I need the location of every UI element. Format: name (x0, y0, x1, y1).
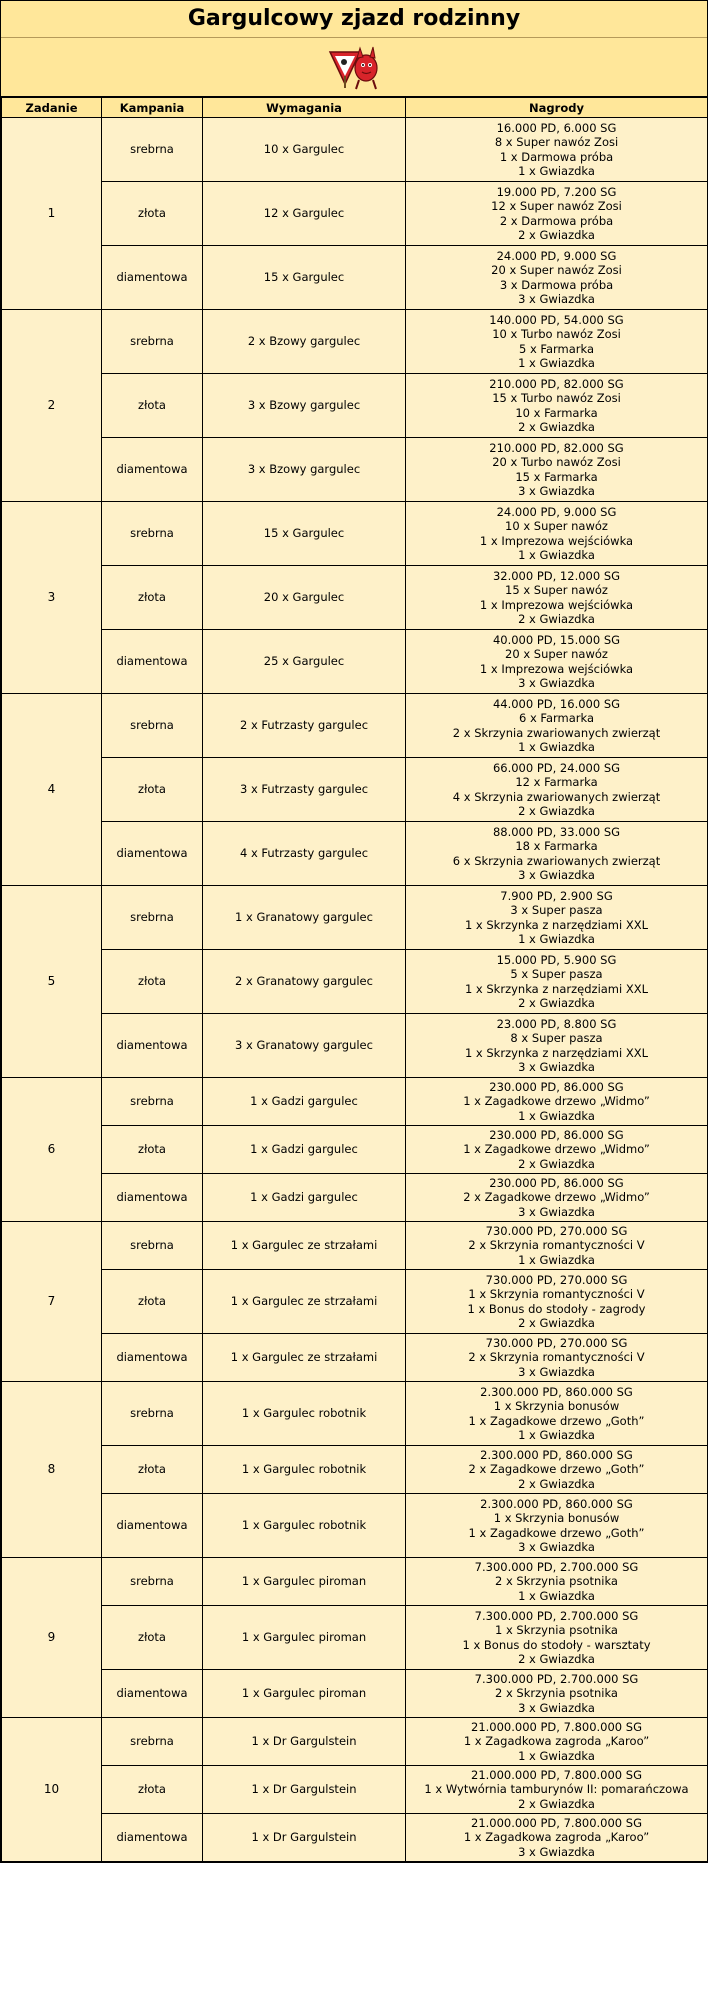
reward-line: 20 x Turbo nawóz Zosi (492, 455, 621, 470)
reward-line: 2 x Gwiazdka (518, 1315, 595, 1330)
rewards-cell (406, 246, 708, 310)
reward-line: 88.000 PD, 33.000 SG (492, 824, 621, 839)
header-kampania: Kampania (102, 98, 203, 118)
reward-line: 2 x Gwiazdka (518, 995, 595, 1010)
table-row (2, 310, 708, 374)
reward-line: 3 x Gwiazdka (518, 1059, 595, 1074)
campaign-cell: srebrna (102, 1078, 203, 1126)
rewards-cell (406, 1222, 708, 1270)
table-row (2, 1174, 708, 1222)
campaign-cell: złota (102, 566, 203, 630)
campaign-cell: złota (102, 1766, 203, 1814)
table-row (2, 630, 708, 694)
requirement-cell: 1 x Gadzi gargulec (203, 1078, 406, 1126)
table-row (2, 1670, 708, 1718)
requirement-cell: 2 x Bzowy gargulec (203, 310, 406, 374)
rewards-cell (406, 758, 708, 822)
rewards-cell (406, 694, 708, 758)
reward-line: 1 x Zagadkowe drzewo „Goth” (468, 1413, 645, 1428)
table-row (2, 1814, 708, 1862)
task-number: 3 (2, 502, 102, 694)
requirement-cell: 15 x Gargulec (203, 502, 406, 566)
rewards-cell (406, 886, 708, 950)
reward-line: 18 x Farmarka (515, 839, 598, 854)
reward-line: 2 x Gwiazdka (518, 419, 595, 434)
reward-line: 1 x Skrzynka z narzędziami XXL (464, 981, 649, 996)
reward-line: 6 x Farmarka (518, 711, 595, 726)
requirement-cell: 12 x Gargulec (203, 182, 406, 246)
rewards-cell (406, 118, 708, 182)
requirement-cell: 3 x Bzowy gargulec (203, 374, 406, 438)
rewards-cell (406, 1174, 708, 1222)
reward-line: 7.300.000 PD, 2.700.000 SG (474, 1560, 639, 1575)
requirement-cell: 1 x Gargulec robotnik (203, 1494, 406, 1558)
reward-line: 8 x Super pasza (510, 1031, 603, 1046)
requirement-cell: 2 x Futrzasty gargulec (203, 694, 406, 758)
reward-line: 23.000 PD, 8.800 SG (496, 1016, 617, 1031)
reward-line: 1 x Zagadkowe drzewo „Widmo” (463, 1142, 650, 1157)
reward-line: 7.300.000 PD, 2.700.000 SG (474, 1608, 639, 1623)
reward-line: 1 x Gwiazdka (518, 355, 595, 370)
reward-line: 1 x Wytwórnia tamburynów II: pomarańczowa (424, 1782, 689, 1797)
reward-line: 1 x Zagadkowe drzewo „Goth” (468, 1525, 645, 1540)
reward-line: 730.000 PD, 270.000 SG (485, 1272, 628, 1287)
rewards-cell (406, 630, 708, 694)
reward-line: 21.000.000 PD, 7.800.000 SG (471, 1768, 642, 1783)
reward-line: 21.000.000 PD, 7.800.000 SG (471, 1816, 642, 1831)
reward-line: 1 x Skrzynia bonusów (493, 1399, 620, 1414)
campaign-cell: diamentowa (102, 1670, 203, 1718)
campaign-cell: diamentowa (102, 246, 203, 310)
reward-line: 1 x Gwiazdka (518, 1108, 595, 1123)
task-number: 8 (2, 1382, 102, 1558)
rewards-cell (406, 1014, 708, 1078)
reward-line: 1 x Gwiazdka (518, 739, 595, 754)
campaign-cell: srebrna (102, 502, 203, 566)
header-nagrody: Nagrody (406, 98, 708, 118)
reward-line: 12 x Super nawóz Zosi (491, 199, 622, 214)
rewards-cell (406, 1334, 708, 1382)
rewards-cell (406, 566, 708, 630)
reward-line: 1 x Imprezowa wejściówka (479, 661, 634, 676)
campaign-cell: srebrna (102, 694, 203, 758)
reward-line: 15 x Super nawóz (505, 583, 608, 598)
table-row (2, 1718, 708, 1766)
header-zadanie: Zadanie (2, 98, 102, 118)
table-row (2, 1222, 708, 1270)
rewards-cell (406, 1558, 708, 1606)
table-row (2, 1446, 708, 1494)
reward-line: 7.900 PD, 2.900 SG (500, 888, 613, 903)
reward-line: 3 x Gwiazdka (518, 291, 595, 306)
requirement-cell: 3 x Bzowy gargulec (203, 438, 406, 502)
reward-line: 15 x Farmarka (515, 469, 598, 484)
task-number: 9 (2, 1558, 102, 1718)
reward-line: 230.000 PD, 86.000 SG (489, 1080, 624, 1095)
table-row (2, 886, 708, 950)
reward-line: 2 x Gwiazdka (518, 1796, 595, 1811)
events-table (1, 97, 708, 1862)
reward-line: 6 x Skrzynia zwariowanych zwierząt (452, 853, 661, 868)
campaign-cell: złota (102, 1270, 203, 1334)
requirement-cell: 25 x Gargulec (203, 630, 406, 694)
reward-line: 2 x Skrzynia romantyczności V (468, 1238, 645, 1253)
reward-line: 3 x Gwiazdka (518, 1539, 595, 1554)
task-number: 6 (2, 1078, 102, 1222)
campaign-cell: diamentowa (102, 1174, 203, 1222)
table-row (2, 1078, 708, 1126)
rewards-cell (406, 1766, 708, 1814)
requirement-cell: 10 x Gargulec (203, 118, 406, 182)
rewards-cell (406, 1078, 708, 1126)
reward-line: 1 x Zagadkowa zagroda „Karoo” (463, 1734, 650, 1749)
reward-line: 2.300.000 PD, 860.000 SG (480, 1384, 633, 1399)
task-number: 7 (2, 1222, 102, 1382)
task-number: 1 (2, 118, 102, 310)
rewards-cell (406, 502, 708, 566)
requirement-cell: 1 x Dr Gargulstein (203, 1766, 406, 1814)
rewards-cell (406, 1814, 708, 1862)
table-row (2, 1606, 708, 1670)
reward-line: 2 x Skrzynia romantyczności V (468, 1350, 645, 1365)
reward-line: 20 x Super nawóz Zosi (491, 263, 622, 278)
rewards-cell (406, 374, 708, 438)
reward-line: 2 x Zagadkowe drzewo „Widmo” (463, 1190, 650, 1205)
reward-line: 4 x Skrzynia zwariowanych zwierząt (452, 789, 661, 804)
requirement-cell: 15 x Gargulec (203, 246, 406, 310)
table-row (2, 502, 708, 566)
rewards-cell (406, 1718, 708, 1766)
table-row (2, 1334, 708, 1382)
reward-line: 8 x Super nawóz Zosi (494, 135, 619, 150)
reward-line: 3 x Gwiazdka (518, 483, 595, 498)
requirement-cell: 1 x Gadzi gargulec (203, 1126, 406, 1174)
campaign-cell: srebrna (102, 1558, 203, 1606)
requirement-cell: 1 x Gargulec robotnik (203, 1446, 406, 1494)
rewards-cell (406, 1494, 708, 1558)
rewards-cell (406, 1270, 708, 1334)
reward-line: 2 x Skrzynia zwariowanych zwierząt (452, 725, 661, 740)
campaign-cell: srebrna (102, 886, 203, 950)
table-row (2, 182, 708, 246)
rewards-cell (406, 822, 708, 886)
reward-line: 2 x Gwiazdka (518, 803, 595, 818)
table-row (2, 438, 708, 502)
table-row (2, 1766, 708, 1814)
table-row (2, 822, 708, 886)
reward-line: 1 x Imprezowa wejściówka (479, 597, 634, 612)
requirement-cell: 1 x Gadzi gargulec (203, 1174, 406, 1222)
campaign-cell: złota (102, 1126, 203, 1174)
reward-line: 1 x Gwiazdka (518, 547, 595, 562)
table-row (2, 246, 708, 310)
reward-line: 24.000 PD, 9.000 SG (496, 248, 617, 263)
campaign-cell: diamentowa (102, 822, 203, 886)
reward-line: 10 x Turbo nawóz Zosi (492, 327, 621, 342)
table-row (2, 1558, 708, 1606)
table-row (2, 758, 708, 822)
campaign-cell: srebrna (102, 1718, 203, 1766)
reward-line: 1 x Skrzynia bonusów (493, 1511, 620, 1526)
reward-line: 3 x Gwiazdka (518, 1844, 595, 1859)
reward-line: 24.000 PD, 9.000 SG (496, 504, 617, 519)
table-row (2, 1126, 708, 1174)
campaign-cell: diamentowa (102, 630, 203, 694)
campaign-cell: diamentowa (102, 1494, 203, 1558)
campaign-cell: diamentowa (102, 1814, 203, 1862)
reward-line: 1 x Gwiazdka (518, 931, 595, 946)
campaign-cell: złota (102, 182, 203, 246)
rewards-cell (406, 1382, 708, 1446)
reward-line: 210.000 PD, 82.000 SG (489, 440, 624, 455)
rewards-cell (406, 1126, 708, 1174)
task-number: 4 (2, 694, 102, 886)
reward-line: 5 x Super pasza (510, 967, 603, 982)
reward-line: 1 x Gwiazdka (518, 1748, 595, 1763)
reward-line: 1 x Bonus do stodoły - warsztaty (462, 1637, 651, 1652)
task-number: 2 (2, 310, 102, 502)
requirement-cell: 4 x Futrzasty gargulec (203, 822, 406, 886)
campaign-cell: diamentowa (102, 438, 203, 502)
reward-line: 3 x Gwiazdka (518, 867, 595, 882)
reward-line: 230.000 PD, 86.000 SG (489, 1128, 624, 1143)
reward-line: 2 x Gwiazdka (518, 611, 595, 626)
table-row (2, 1494, 708, 1558)
reward-line: 3 x Gwiazdka (518, 1204, 595, 1219)
requirement-cell: 1 x Dr Gargulstein (203, 1718, 406, 1766)
reward-line: 230.000 PD, 86.000 SG (489, 1176, 624, 1191)
reward-line: 2.300.000 PD, 860.000 SG (480, 1448, 633, 1463)
reward-line: 1 x Skrzynia romantyczności V (468, 1287, 645, 1302)
reward-line: 16.000 PD, 6.000 SG (496, 120, 617, 135)
requirement-cell: 1 x Gargulec ze strzałami (203, 1222, 406, 1270)
reward-line: 19.000 PD, 7.200 SG (496, 184, 617, 199)
reward-line: 2 x Skrzynia psotnika (495, 1686, 618, 1701)
campaign-cell: złota (102, 758, 203, 822)
reward-line: 2 x Darmowa próba (499, 213, 614, 228)
reward-line: 5 x Farmarka (518, 341, 595, 356)
table-row (2, 1014, 708, 1078)
reward-line: 1 x Imprezowa wejściówka (479, 533, 634, 548)
campaign-cell: diamentowa (102, 1014, 203, 1078)
logo-row (1, 38, 707, 97)
gargoyle-sign-icon (326, 42, 382, 92)
reward-line: 2 x Zagadkowe drzewo „Goth” (468, 1462, 645, 1477)
table-row (2, 1270, 708, 1334)
reward-line: 7.300.000 PD, 2.700.000 SG (474, 1672, 639, 1687)
campaign-cell: srebrna (102, 310, 203, 374)
reward-line: 1 x Darmowa próba (499, 149, 614, 164)
rewards-cell (406, 438, 708, 502)
requirement-cell: 1 x Dr Gargulstein (203, 1814, 406, 1862)
reward-line: 40.000 PD, 15.000 SG (492, 632, 621, 647)
table-row (2, 950, 708, 1014)
reward-line: 1 x Gwiazdka (518, 1588, 595, 1603)
campaign-cell: złota (102, 374, 203, 438)
rewards-cell (406, 1606, 708, 1670)
requirement-cell: 1 x Granatowy gargulec (203, 886, 406, 950)
requirement-cell: 2 x Granatowy gargulec (203, 950, 406, 1014)
reward-line: 140.000 PD, 54.000 SG (489, 312, 624, 327)
reward-line: 210.000 PD, 82.000 SG (489, 376, 624, 391)
reward-line: 15 x Turbo nawóz Zosi (492, 391, 621, 406)
campaign-cell: złota (102, 950, 203, 1014)
table-row (2, 374, 708, 438)
header-wymagania: Wymagania (203, 98, 406, 118)
reward-line: 730.000 PD, 270.000 SG (485, 1336, 628, 1351)
requirement-cell: 3 x Futrzasty gargulec (203, 758, 406, 822)
reward-line: 730.000 PD, 270.000 SG (485, 1224, 628, 1239)
reward-line: 10 x Farmarka (515, 405, 598, 420)
requirement-cell: 1 x Gargulec piroman (203, 1558, 406, 1606)
requirement-cell: 1 x Gargulec piroman (203, 1670, 406, 1718)
requirement-cell: 3 x Granatowy gargulec (203, 1014, 406, 1078)
campaign-cell: diamentowa (102, 1334, 203, 1382)
requirement-cell: 20 x Gargulec (203, 566, 406, 630)
reward-line: 2 x Gwiazdka (518, 1156, 595, 1171)
requirement-cell: 1 x Gargulec piroman (203, 1606, 406, 1670)
rewards-cell (406, 310, 708, 374)
reward-line: 1 x Skrzynia psotnika (495, 1623, 618, 1638)
task-number: 5 (2, 886, 102, 1078)
campaign-cell: srebrna (102, 1382, 203, 1446)
reward-line: 21.000.000 PD, 7.800.000 SG (471, 1720, 642, 1735)
reward-line: 1 x Gwiazdka (518, 163, 595, 178)
reward-line: 32.000 PD, 12.000 SG (492, 568, 621, 583)
reward-line: 2 x Gwiazdka (518, 227, 595, 242)
table-row (2, 1382, 708, 1446)
requirement-cell: 1 x Gargulec robotnik (203, 1382, 406, 1446)
rewards-cell (406, 1446, 708, 1494)
rewards-cell (406, 182, 708, 246)
reward-line: 1 x Zagadkowa zagroda „Karoo” (463, 1830, 650, 1845)
reward-line: 20 x Super nawóz (505, 647, 608, 662)
reward-line: 1 x Gwiazdka (518, 1427, 595, 1442)
reward-line: 3 x Gwiazdka (518, 1364, 595, 1379)
table-row (2, 694, 708, 758)
table-row (2, 118, 708, 182)
reward-line: 12 x Farmarka (515, 775, 598, 790)
reward-line: 2 x Gwiazdka (518, 1476, 595, 1491)
reward-line: 44.000 PD, 16.000 SG (492, 696, 621, 711)
requirement-cell: 1 x Gargulec ze strzałami (203, 1334, 406, 1382)
reward-line: 2.300.000 PD, 860.000 SG (480, 1496, 633, 1511)
reward-line: 3 x Gwiazdka (518, 675, 595, 690)
reward-line: 1 x Bonus do stodoły - zagrody (467, 1301, 646, 1316)
campaign-cell: srebrna (102, 1222, 203, 1270)
reward-line: 1 x Skrzynka z narzędziami XXL (464, 1045, 649, 1060)
rewards-cell (406, 1670, 708, 1718)
reward-line: 15.000 PD, 5.900 SG (496, 952, 617, 967)
campaign-cell: złota (102, 1446, 203, 1494)
campaign-cell: złota (102, 1606, 203, 1670)
reward-line: 3 x Super pasza (510, 903, 603, 918)
reward-line: 10 x Super nawóz (505, 519, 608, 534)
reward-line: 3 x Gwiazdka (518, 1700, 595, 1715)
requirement-cell: 1 x Gargulec ze strzałami (203, 1270, 406, 1334)
task-number: 10 (2, 1718, 102, 1862)
reward-line: 1 x Gwiazdka (518, 1252, 595, 1267)
reward-line: 3 x Darmowa próba (499, 277, 614, 292)
reward-line: 1 x Zagadkowe drzewo „Widmo” (463, 1094, 650, 1109)
reward-line: 2 x Gwiazdka (518, 1651, 595, 1666)
reward-line: 1 x Skrzynka z narzędziami XXL (464, 917, 649, 932)
table-row (2, 566, 708, 630)
campaign-cell: srebrna (102, 118, 203, 182)
reward-line: 66.000 PD, 24.000 SG (492, 760, 621, 775)
page-title: Gargulcowy zjazd rodzinny (1, 1, 707, 38)
reward-line: 2 x Skrzynia psotnika (495, 1574, 618, 1589)
rewards-cell (406, 950, 708, 1014)
